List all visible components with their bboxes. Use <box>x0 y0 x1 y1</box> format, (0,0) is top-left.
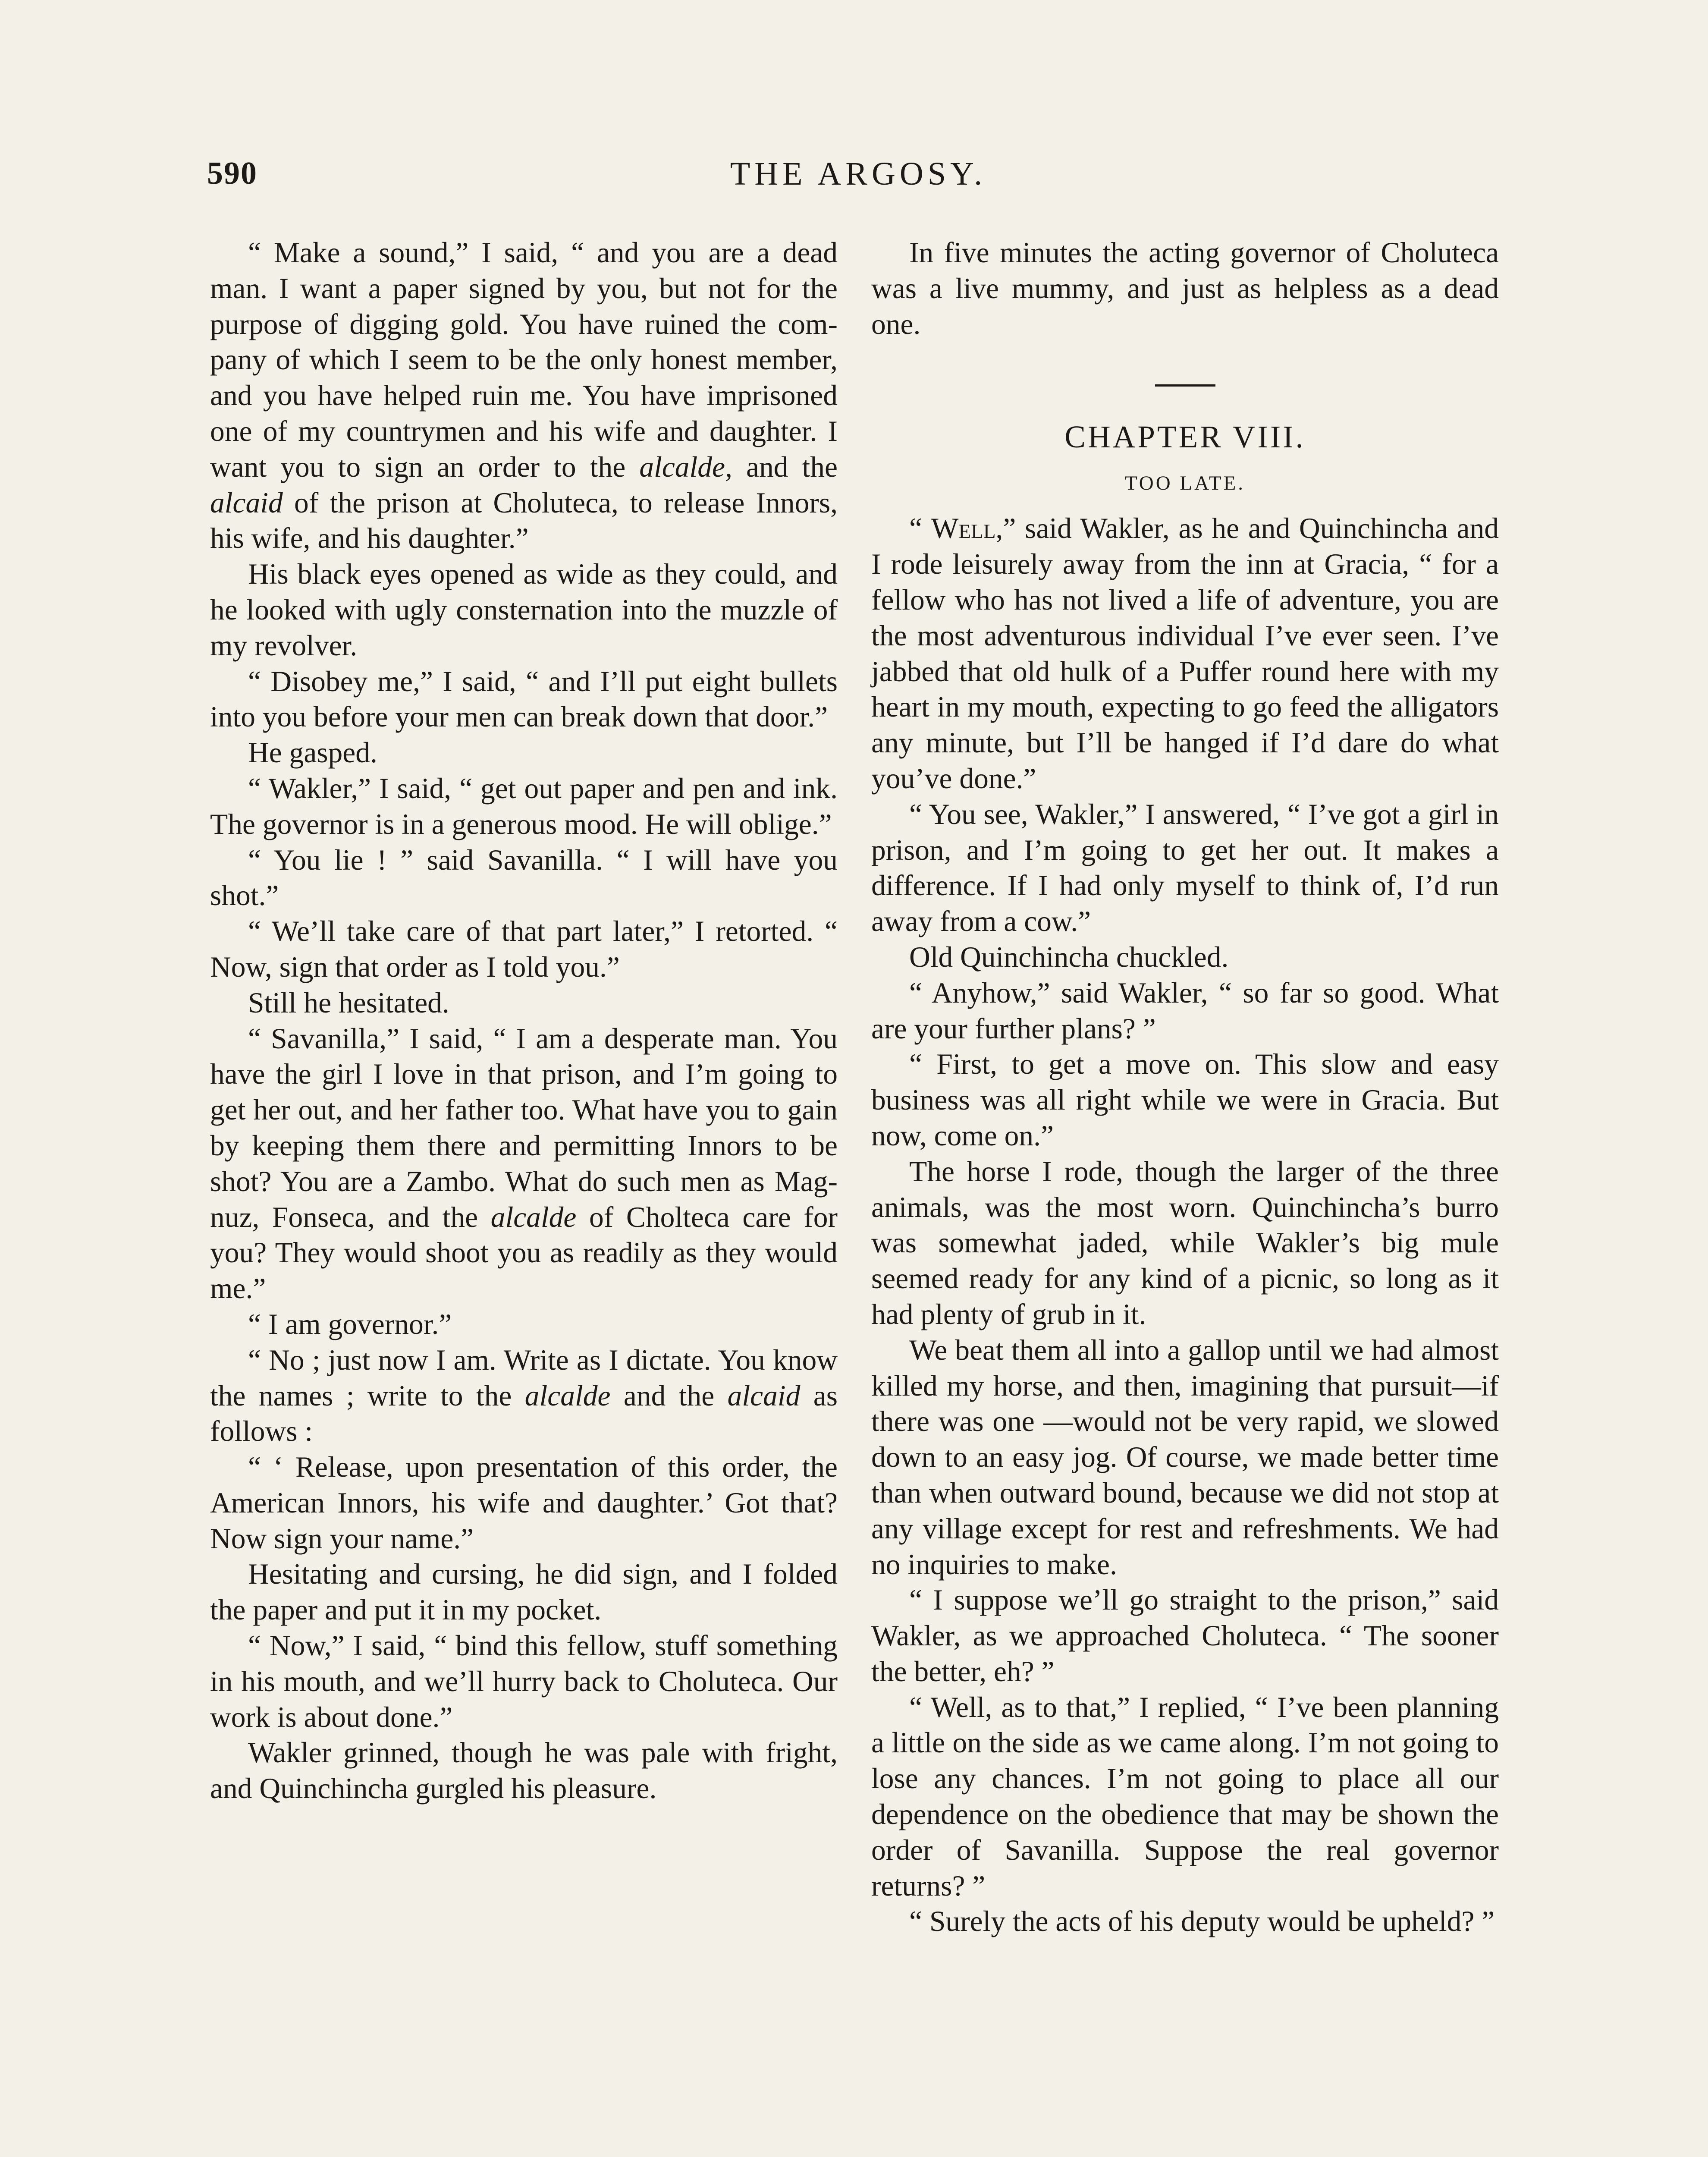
paragraph: Old Quinchincha chuckled. <box>909 940 1229 973</box>
paragraph: Wakler grinned, though he was pale with fright, and Quinchincha gurgled his pleasure. <box>210 1736 838 1805</box>
paragraph: “ You see, Wakler,” I answered, “ I’ve got a girl in prison, and I’m going to get her out. It makes a difference. If I had only myself to think of, I’d run away from a cow.” <box>871 798 1499 938</box>
paragraph: “ First, to get a move on. This slow and easy business was all right while we were in Gracia. But now, come on.” <box>871 1048 1499 1152</box>
paragraph: “ You lie ! ” said Savanilla. “ I will have you shot.” <box>210 843 838 912</box>
paragraph: He gasped. <box>248 736 377 769</box>
paragraph: His black eyes opened as wide as they could, and he looked with ugly consternation into the muzzle of my revolver. <box>210 558 838 662</box>
running-title: THE ARGOSY. <box>730 156 987 192</box>
paragraph: Still he hesitated. <box>248 986 449 1019</box>
paragraph: “ Surely the acts of his deputy would be upheld? ” <box>909 1905 1495 1938</box>
right-column <box>871 235 1499 1940</box>
paragraph: We beat them all into a gallop until we had almost killed my horse, and then, imagining that pursuit—if there was one —would not be very rapid, we slowed down to an easy jog. Of course, we made better time than when outward bound, because we did not stop at any village except for rest and refreshments. We had no inquiries to make. <box>871 1333 1499 1581</box>
paragraph: “ Well, as to that,” I replied, “ I’ve been planning a little on the side as we came along. I’m not going to lose any chances. I’m not going to place all our dependence on the obedience that may be shown the order of Savanilla. Suppose the real governor returns? ” <box>871 1691 1499 1902</box>
section-divider <box>1155 384 1215 387</box>
paragraph: “ Make a sound,” I said, “ and you are a dead man. I want a paper signed by you, but not for the purpose of digging gold. You have ruined the company of which I seem to be the only honest member, and you have helped ruin me. You have imprisoned one of my countrymen and his wife and daughter. I want you to sign an order to the alcalde, and the alcaid of the prison at Choluteca, to release Innors, his wife, and his daughter.” <box>210 236 838 555</box>
section-heading: TOO LATE. <box>1124 472 1246 495</box>
paragraph: “ Well,” said Wakler, as he and Quinchincha and I rode leisurely away from the inn at Gracia, “ for a fellow who has not lived a life of adventure, you are the most adventurous individual I’ve ever seen. I’ve jabbed that old hulk of a Puffer round here with my heart in my mouth, expecting to go feed the alligators any minute, but I’ll be hanged if I’d dare do what you’ve done.” <box>871 512 1499 795</box>
paragraph: “ Anyhow,” said Wakler, “ so far so good. What are your further plans? ” <box>871 976 1499 1045</box>
paragraph: Hesitating and cursing, he did sign, and I folded the paper and put it in my pocket. <box>210 1558 838 1626</box>
paragraph: In five minutes the acting governor of Choluteca was a live mummy, and just as helpless as a dead one. <box>871 236 1499 340</box>
page-number: 590 <box>207 156 257 191</box>
paragraph: “ Disobey me,” I said, “ and I’ll put eight bullets into you before your men can break down that door.” <box>210 665 838 733</box>
paragraph: “ Wakler,” I said, “ get out paper and pen and ink. The governor is in a generous mood. He will oblige.” <box>210 772 838 840</box>
paragraph: “ ‘ Release, upon presentation of this order, the American Innors, his wife and daughter.’ Got that? Now sign your name.” <box>210 1451 838 1555</box>
left-column <box>210 235 838 1807</box>
paragraph: “ We’ll take care of that part later,” I retorted. “ Now, sign that order as I told you.” <box>210 915 838 983</box>
page-header <box>207 155 1510 203</box>
paragraph: “ No ; just now I am. Write as I dictate. You know the names ; write to the alcalde and the alcaid as follows : <box>210 1343 838 1448</box>
paragraph: “ I suppose we’ll go straight to the prison,” said Wakler, as we approached Choluteca. “ The sooner the better, eh? ” <box>871 1584 1499 1688</box>
paragraph: “ I am governor.” <box>248 1308 452 1340</box>
paragraph: The horse I rode, though the larger of the three animals, was the most worn. Quinchincha’s burro was somewhat jaded, while Wakler’s big mule seemed ready for any kind of a picnic, so long as it had plenty of grub in it. <box>871 1155 1499 1330</box>
paragraph: “ Now,” I said, “ bind this fellow, stuff something in his mouth, and we’ll hurry back to Choluteca. Our work is about done.” <box>210 1629 838 1733</box>
paragraph: “ Savanilla,” I said, “ I am a desperate man. You have the girl I love in that prison, and I’m going to get her out, and her father too. What have you to gain by keeping them there and permitting Innors to be shot? You are a Zambo. What do such men as Magnuz, Fonseca, and the alcalde of Cholteca care for you? They would shoot you as readily as they would me.” <box>210 1022 838 1305</box>
chapter-heading: CHAPTER VIII. <box>1064 419 1306 455</box>
